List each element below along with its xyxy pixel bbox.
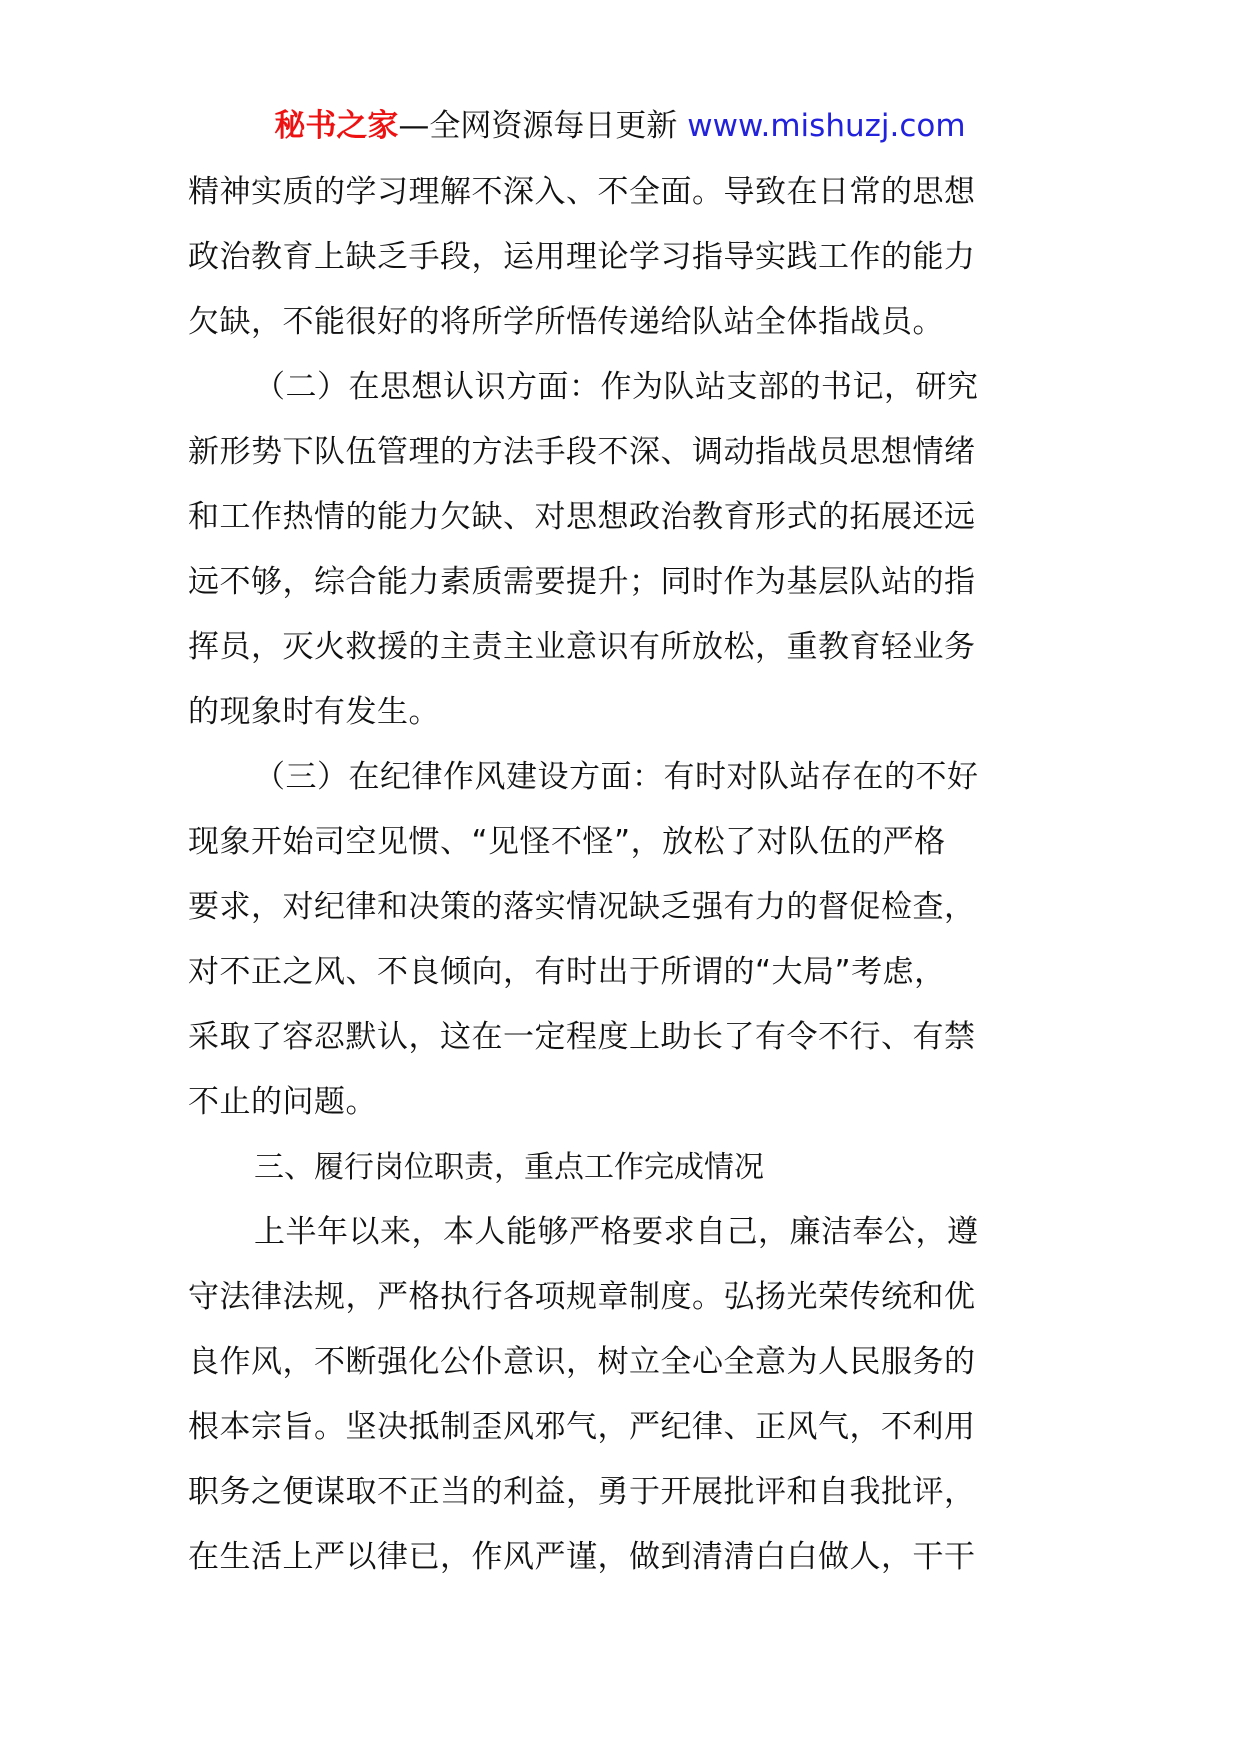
text-line: 对不正之风、不良倾向，有时出于所谓的“大局”考虑，	[188, 954, 946, 990]
text-line: 欠缺，不能很好的将所学所悟传递给队站全体指战员。	[188, 304, 944, 340]
text-line: 精神实质的学习理解不深入、不全面。导致在日常的思想	[188, 174, 976, 210]
text-line: 职务之便谋取不正当的利益，勇于开展批评和自我批评，	[188, 1474, 976, 1510]
text-line: 新形势下队伍管理的方法手段不深、调动指战员思想情绪	[188, 434, 976, 470]
text-line: 根本宗旨。坚决抵制歪风邪气，严纪律、正风气，不利用	[188, 1409, 976, 1445]
text-line: 的现象时有发生。	[188, 694, 440, 730]
section-heading: 三、履行岗位职责，重点工作完成情况	[254, 1150, 764, 1185]
header-tagline: —全网资源每日更新	[398, 108, 688, 144]
text-line: 挥员，灭火救援的主责主业意识有所放松，重教育轻业务	[188, 629, 976, 665]
text-line: 采取了容忍默认，这在一定程度上助长了有令不行、有禁	[188, 1019, 976, 1055]
text-line: 政治教育上缺乏手段，运用理论学习指导实践工作的能力	[188, 239, 976, 275]
brand-name: 秘书之家	[274, 108, 399, 144]
text-line: 远不够，综合能力素质需要提升；同时作为基层队站的指	[188, 564, 976, 600]
text-line: 要求，对纪律和决策的落实情况缺乏强有力的督促检查，	[188, 889, 976, 925]
paragraph-start-line: （二）在思想认识方面：作为队站支部的书记，研究	[254, 369, 979, 405]
paragraph-start-line: 上半年以来，本人能够严格要求自己，廉洁奉公，遵	[254, 1214, 979, 1250]
document-body	[188, 160, 1056, 1590]
text-line: 和工作热情的能力欠缺、对思想政治教育形式的拓展还远	[188, 499, 976, 535]
paragraph-start-line: （三）在纪律作风建设方面：有时对队站存在的不好	[254, 759, 979, 795]
text-line: 良作风，不断强化公仆意识，树立全心全意为人民服务的	[188, 1344, 976, 1380]
page-header	[0, 98, 1240, 154]
text-line: 现象开始司空见惯、“见怪不怪”，放松了对队伍的严格	[188, 824, 946, 860]
site-url-link[interactable]: www.mishuzj.com	[687, 108, 966, 144]
text-line: 不止的问题。	[188, 1084, 377, 1120]
text-line: 守法律法规，严格执行各项规章制度。弘扬光荣传统和优	[188, 1279, 976, 1315]
text-line: 在生活上严以律已，作风严谨，做到清清白白做人，干干	[188, 1539, 976, 1575]
